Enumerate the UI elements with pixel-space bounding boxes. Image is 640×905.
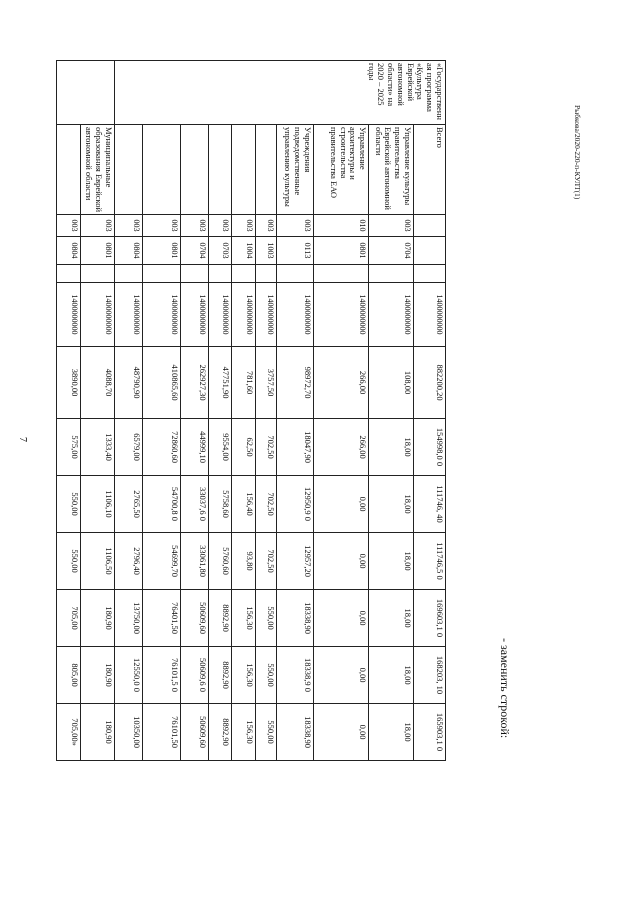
value-cell: 111746, 40: [413, 476, 445, 533]
target-code-cell: 1400000000: [369, 283, 414, 347]
value-cell: 18,00: [369, 419, 414, 476]
target-code-cell: 1400000000: [57, 283, 81, 347]
program-blank-cell: [57, 61, 115, 125]
row-label-cell: Всего: [413, 125, 445, 215]
value-cell: 5760,60: [208, 533, 231, 590]
value-cell: 180,90: [80, 704, 114, 761]
value-cell: 550,00: [57, 533, 81, 590]
admin-code-cell: 010: [313, 215, 369, 237]
value-cell: 550,00: [255, 704, 276, 761]
row-label-cell: [232, 125, 255, 215]
row-label-cell: [208, 125, 231, 215]
value-cell: 180,90: [80, 590, 114, 647]
value-cell: 13750,00: [115, 590, 143, 647]
table-row: [181, 61, 209, 821]
value-cell: 575,00: [57, 419, 81, 476]
admin-code-cell: 003: [57, 215, 81, 237]
admin-code-cell: 003: [208, 215, 231, 237]
value-cell: 18338,9 0: [277, 647, 313, 704]
admin-code-cell: 003: [80, 215, 114, 237]
empty-code-cell: [277, 265, 313, 283]
footer-code: Рыбкова/2020-220-п-КУЛТ(1): [573, 105, 582, 200]
value-cell: 2765,50: [115, 476, 143, 533]
table-row: [142, 61, 180, 821]
value-cell: 169603,1 0: [413, 590, 445, 647]
value-cell: 705,00»: [57, 704, 81, 761]
value-cell: 18338,90: [277, 704, 313, 761]
empty-code-cell: [80, 265, 114, 283]
budget-table: [56, 60, 446, 821]
empty-code-cell: [255, 265, 276, 283]
table-row: [232, 61, 255, 821]
table-row: [413, 61, 445, 821]
value-cell: 702,50: [255, 419, 276, 476]
value-cell: 1106,10: [80, 476, 114, 533]
value-cell: 156,30: [232, 647, 255, 704]
admin-code-cell: 003: [142, 215, 180, 237]
row-label-cell: Учреждения подведомственные управлению культуры: [277, 125, 313, 215]
value-cell: 93,80: [232, 533, 255, 590]
section-code-cell: 0704: [369, 237, 414, 265]
row-label-cell: [57, 125, 81, 215]
target-code-cell: 1400000000: [232, 283, 255, 347]
target-code-cell: 1400000000: [80, 283, 114, 347]
table-row: [313, 61, 369, 821]
target-code-cell: 1400000000: [142, 283, 180, 347]
value-cell: 76101,50: [142, 704, 180, 761]
value-cell: 54700,8 0: [142, 476, 180, 533]
value-cell: 8892,90: [208, 647, 231, 704]
value-cell: 33037,6 0: [181, 476, 209, 533]
value-cell: 12957,20: [277, 533, 313, 590]
value-cell: 18,00: [369, 476, 414, 533]
replace-note: - заменить строкой:: [498, 638, 512, 739]
value-cell: 108,00: [369, 347, 414, 419]
admin-code-cell: 003: [369, 215, 414, 237]
section-code-cell: 1003: [255, 237, 276, 265]
section-code-cell: 0801: [142, 237, 180, 265]
section-code-cell: 0801: [313, 237, 369, 265]
empty-code-cell: [181, 265, 209, 283]
value-cell: 76101,5 0: [142, 647, 180, 704]
empty-code-cell: [142, 265, 180, 283]
value-cell: 0,00: [313, 647, 369, 704]
value-cell: 10350,00: [115, 704, 143, 761]
value-cell: 882200,20: [413, 347, 445, 419]
value-cell: 154998,0 0: [413, 419, 445, 476]
value-cell: 262927,30: [181, 347, 209, 419]
value-cell: 156,40: [232, 476, 255, 533]
empty-code-cell: [369, 265, 414, 283]
program-name-cell: «Государственная программа «Культура Еврейской автономной области» на 2020 – 2025 годы: [115, 61, 446, 125]
target-code-cell: 1400000000: [115, 283, 143, 347]
admin-code-cell: 003: [181, 215, 209, 237]
empty-code-cell: [115, 265, 143, 283]
value-cell: 98972,70: [277, 347, 313, 419]
value-cell: 48790,90: [115, 347, 143, 419]
row-label-cell: Управление культуры правительства Еврейской автономной области: [369, 125, 414, 215]
section-code-cell: 0703: [208, 237, 231, 265]
value-cell: 8892,90: [208, 590, 231, 647]
value-cell: 50609,60: [181, 704, 209, 761]
value-cell: 12950,9 0: [277, 476, 313, 533]
table-row: [57, 61, 81, 821]
value-cell: 550,00: [57, 476, 81, 533]
row-label-cell: [115, 125, 143, 215]
value-cell: 44999,10: [181, 419, 209, 476]
value-cell: 0,00: [313, 704, 369, 761]
table-row: [80, 61, 114, 821]
value-cell: 6579,00: [115, 419, 143, 476]
value-cell: 18,00: [369, 704, 414, 761]
value-cell: 702,50: [255, 533, 276, 590]
admin-code-cell: 003: [232, 215, 255, 237]
value-cell: 156,30: [232, 590, 255, 647]
section-code-cell: 0804: [57, 237, 81, 265]
value-cell: 2796,40: [115, 533, 143, 590]
value-cell: 705,00: [57, 590, 81, 647]
value-cell: 1106,50: [80, 533, 114, 590]
value-cell: 72860,60: [142, 419, 180, 476]
section-code-cell: 0804: [115, 237, 143, 265]
budget-table-container: [56, 60, 446, 820]
value-cell: 4088,70: [80, 347, 114, 419]
admin-code-cell: 003: [115, 215, 143, 237]
empty-code-cell: [313, 265, 369, 283]
empty-code-cell: [57, 265, 81, 283]
value-cell: 0,00: [313, 590, 369, 647]
section-code-cell: 1004: [232, 237, 255, 265]
value-cell: 168203, 10: [413, 647, 445, 704]
value-cell: 180,90: [80, 647, 114, 704]
value-cell: 165903,1 0: [413, 704, 445, 761]
row-label-cell: Управление архитектуры и строительства правительства ЕАО: [313, 125, 369, 215]
target-code-cell: 1400000000: [208, 283, 231, 347]
empty-code-cell: [413, 265, 445, 283]
table-row: [255, 61, 276, 821]
page-number: 7: [17, 437, 28, 442]
target-code-cell: 1400000000: [255, 283, 276, 347]
value-cell: 3757,50: [255, 347, 276, 419]
value-cell: 0,00: [313, 533, 369, 590]
table-row: [208, 61, 231, 821]
value-cell: 9554,00: [208, 419, 231, 476]
section-code-cell: 0704: [181, 237, 209, 265]
section-code-cell: 0801: [80, 237, 114, 265]
target-code-cell: 1400000000: [181, 283, 209, 347]
value-cell: 0,00: [313, 476, 369, 533]
value-cell: 3890,00: [57, 347, 81, 419]
value-cell: 550,00: [255, 647, 276, 704]
target-code-cell: 1400000000: [277, 283, 313, 347]
value-cell: 18,00: [369, 647, 414, 704]
value-cell: 12550,0 0: [115, 647, 143, 704]
value-cell: 18,00: [369, 590, 414, 647]
value-cell: 8892,90: [208, 704, 231, 761]
row-label-cell: [181, 125, 209, 215]
value-cell: 111746,5 0: [413, 533, 445, 590]
target-code-cell: 1400000000: [313, 283, 369, 347]
value-cell: 781,60: [232, 347, 255, 419]
value-cell: 47751,90: [208, 347, 231, 419]
admin-code-cell: 003: [255, 215, 276, 237]
value-cell: 5758,60: [208, 476, 231, 533]
section-code-cell: 0113: [277, 237, 313, 265]
table-row: [369, 61, 414, 821]
value-cell: 50609,60: [181, 590, 209, 647]
value-cell: 266,00: [313, 419, 369, 476]
value-cell: 62,50: [232, 419, 255, 476]
admin-code-cell: 003: [277, 215, 313, 237]
row-label-cell: [255, 125, 276, 215]
row-label-cell: Муниципальные образования Еврейской автономной области: [80, 125, 114, 215]
value-cell: 76401,50: [142, 590, 180, 647]
table-row: [277, 61, 313, 821]
table-row: [115, 61, 143, 821]
section-code-cell: [413, 237, 445, 265]
empty-code-cell: [208, 265, 231, 283]
admin-code-cell: [413, 215, 445, 237]
value-cell: 410865,60: [142, 347, 180, 419]
value-cell: 18338,90: [277, 590, 313, 647]
value-cell: 805,00: [57, 647, 81, 704]
value-cell: 18,00: [369, 533, 414, 590]
value-cell: 50609,6 0: [181, 647, 209, 704]
empty-code-cell: [232, 265, 255, 283]
value-cell: 266,00: [313, 347, 369, 419]
value-cell: 18047,90: [277, 419, 313, 476]
value-cell: 550,00: [255, 590, 276, 647]
value-cell: 1333,40: [80, 419, 114, 476]
value-cell: 156,30: [232, 704, 255, 761]
target-code-cell: 1400000000: [413, 283, 445, 347]
value-cell: 54699,70: [142, 533, 180, 590]
row-label-cell: [142, 125, 180, 215]
value-cell: 33061,80: [181, 533, 209, 590]
value-cell: 702,50: [255, 476, 276, 533]
